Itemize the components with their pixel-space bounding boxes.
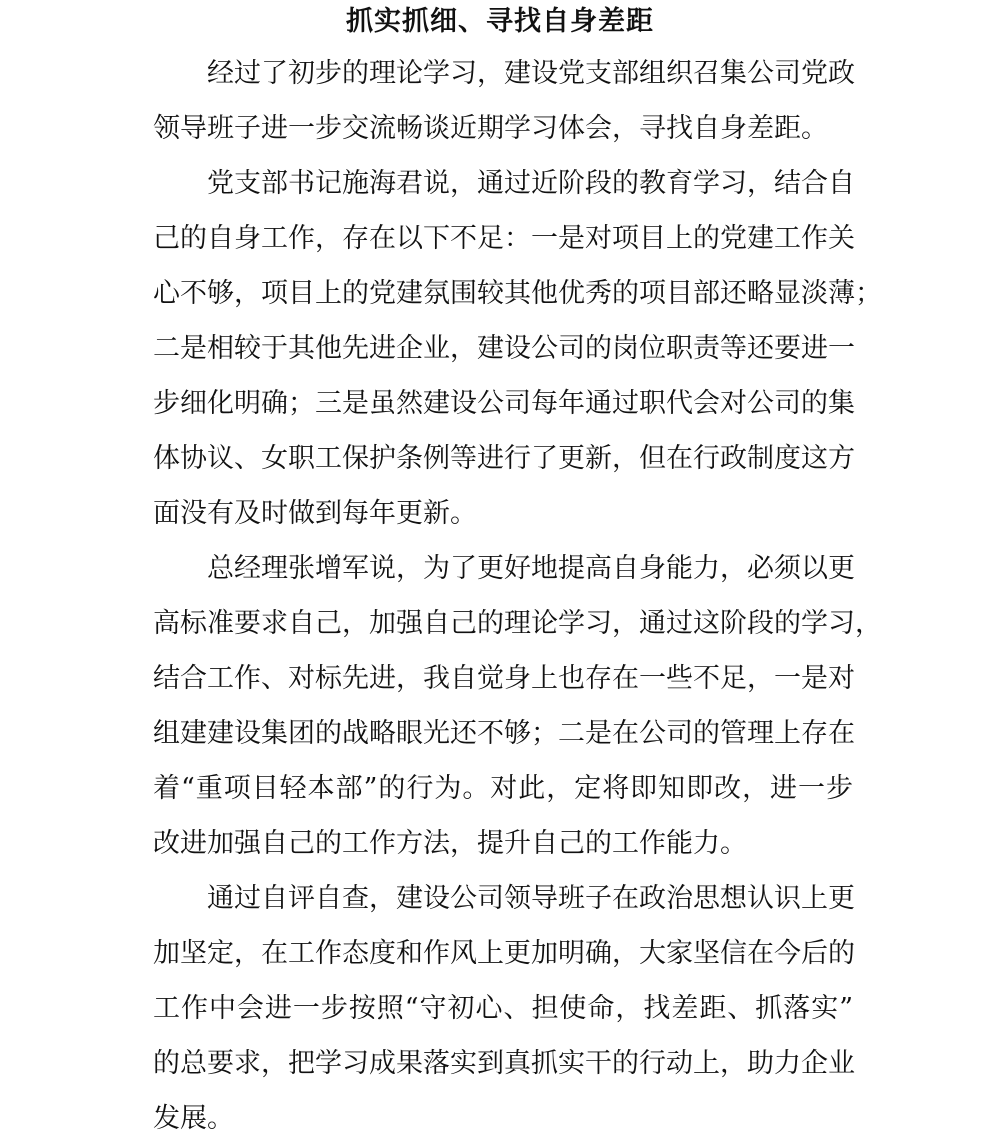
- document-title: 抓实抓细、寻找自身差距: [346, 6, 654, 37]
- paragraph-line: 己的自身工作，存在以下不足：一是对项目上的党建工作关: [153, 223, 855, 254]
- paragraph-line: 着“重项目轻本部”的行为。对此，定将即知即改，进一步: [153, 773, 853, 804]
- paragraph-line: 工作中会进一步按照“守初心、担使命，找差距、抓落实”: [153, 993, 853, 1024]
- paragraph-line: 二是相较于其他先进企业，建设公司的岗位职责等还要进一: [153, 333, 855, 364]
- paragraph-line: 经过了初步的理论学习，建设党支部组织召集公司党政: [207, 58, 855, 89]
- paragraph-line: 改进加强自己的工作方法，提升自己的工作能力。: [153, 828, 747, 859]
- paragraph-1: [153, 46, 853, 156]
- paragraph-line: 的总要求，把学习成果落实到真抓实干的行动上，助力企业: [153, 1048, 855, 1079]
- document-body: [153, 46, 882, 1146]
- paragraph-line: 组建建设集团的战略眼光还不够；二是在公司的管理上存在: [153, 718, 855, 749]
- paragraph-line: 体协议、女职工保护条例等进行了更新，但在行政制度这方: [153, 443, 855, 474]
- paragraph-4: [153, 871, 853, 1146]
- paragraph-line: 面没有及时做到每年更新。: [153, 498, 477, 529]
- paragraph-line: 高标准要求自己，加强自己的理论学习，通过这阶段的学习，: [153, 608, 882, 639]
- paragraph-line: 心不够，项目上的党建氛围较其他优秀的项目部还略显淡薄；: [153, 278, 882, 309]
- paragraph-line: 发展。: [153, 1103, 234, 1134]
- paragraph-line: 加坚定，在工作态度和作风上更加明确，大家坚信在今后的: [153, 938, 855, 969]
- paragraph-line: 通过自评自查，建设公司领导班子在政治思想认识上更: [207, 883, 855, 914]
- paragraph-line: 步细化明确；三是虽然建设公司每年通过职代会对公司的集: [153, 388, 855, 419]
- paragraph-line: 总经理张增军说，为了更好地提高自身能力，必须以更: [207, 553, 855, 584]
- paragraph-3: [153, 541, 882, 871]
- paragraph-line: 结合工作、对标先进，我自觉身上也存在一些不足，一是对: [153, 663, 855, 694]
- paragraph-2: [153, 156, 882, 541]
- paragraph-line: 党支部书记施海君说，通过近阶段的教育学习，结合自: [207, 168, 855, 199]
- paragraph-line: 领导班子进一步交流畅谈近期学习体会，寻找自身差距。: [153, 113, 828, 144]
